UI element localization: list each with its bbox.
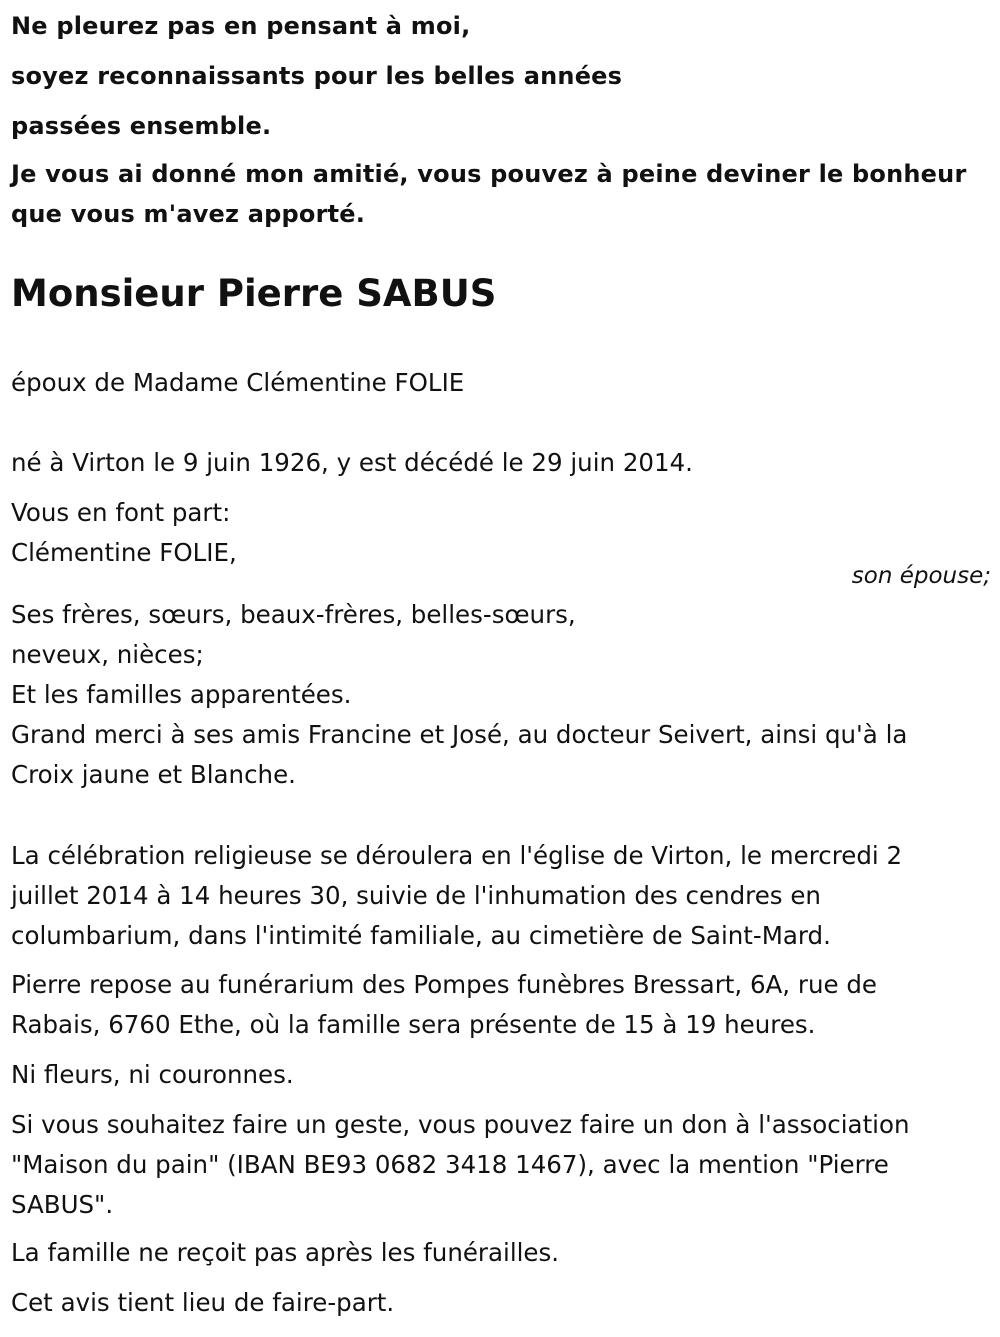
no-visit-line: La famille ne reçoit pas après les funérailles. bbox=[11, 1238, 560, 1267]
thanks-line: Grand merci à ses amis Francine et José, au docteur Seivert, ainsi qu'à la bbox=[11, 720, 908, 749]
spouse-line: époux de Madame Clémentine FOLIE bbox=[11, 368, 465, 397]
announcement-intro: Vous en font part: bbox=[11, 498, 231, 527]
poem-line: soyez reconnaissants pour les belles années bbox=[11, 62, 623, 90]
gift-line: Si vous souhaitez faire un geste, vous pouvez faire un don à l'association bbox=[11, 1110, 910, 1139]
family-line: Et les familles apparentées. bbox=[11, 680, 352, 709]
notice-line: Cet avis tient lieu de faire-part. bbox=[11, 1288, 395, 1317]
ceremony-line: La célébration religieuse se déroulera en l'église de Virton, le mercredi 2 bbox=[11, 841, 903, 870]
poem-line: que vous m'avez apporté. bbox=[11, 200, 366, 228]
deceased-name: Monsieur Pierre SABUS bbox=[11, 272, 497, 315]
flowers-line: Ni fleurs, ni couronnes. bbox=[11, 1060, 294, 1089]
family-line: neveux, nièces; bbox=[11, 640, 204, 669]
thanks-line: Croix jaune et Blanche. bbox=[11, 760, 296, 789]
dates-line: né à Virton le 9 juin 1926, y est décédé le 29 juin 2014. bbox=[11, 448, 693, 477]
repose-line: Rabais, 6760 Ethe, où la famille sera présente de 15 à 19 heures. bbox=[11, 1010, 816, 1039]
spouse-role: son épouse; bbox=[851, 563, 991, 589]
poem-line: passées ensemble. bbox=[11, 112, 272, 140]
gift-line: "Maison du pain" (IBAN BE93 0682 3418 1467), avec la mention "Pierre bbox=[11, 1150, 889, 1179]
ceremony-line: columbarium, dans l'intimité familiale, au cimetière de Saint-Mard. bbox=[11, 921, 831, 950]
poem-line: Je vous ai donné mon amitié, vous pouvez à peine deviner le bonheur bbox=[11, 160, 967, 188]
poem-line: Ne pleurez pas en pensant à moi, bbox=[11, 12, 471, 40]
family-line: Ses frères, sœurs, beaux-frères, belles-sœurs, bbox=[11, 600, 576, 629]
spouse-name: Clémentine FOLIE, bbox=[11, 538, 237, 567]
ceremony-line: juillet 2014 à 14 heures 30, suivie de l'inhumation des cendres en bbox=[11, 881, 821, 910]
repose-line: Pierre repose au funérarium des Pompes funèbres Bressart, 6A, rue de bbox=[11, 970, 877, 999]
gift-line: SABUS". bbox=[11, 1190, 114, 1219]
